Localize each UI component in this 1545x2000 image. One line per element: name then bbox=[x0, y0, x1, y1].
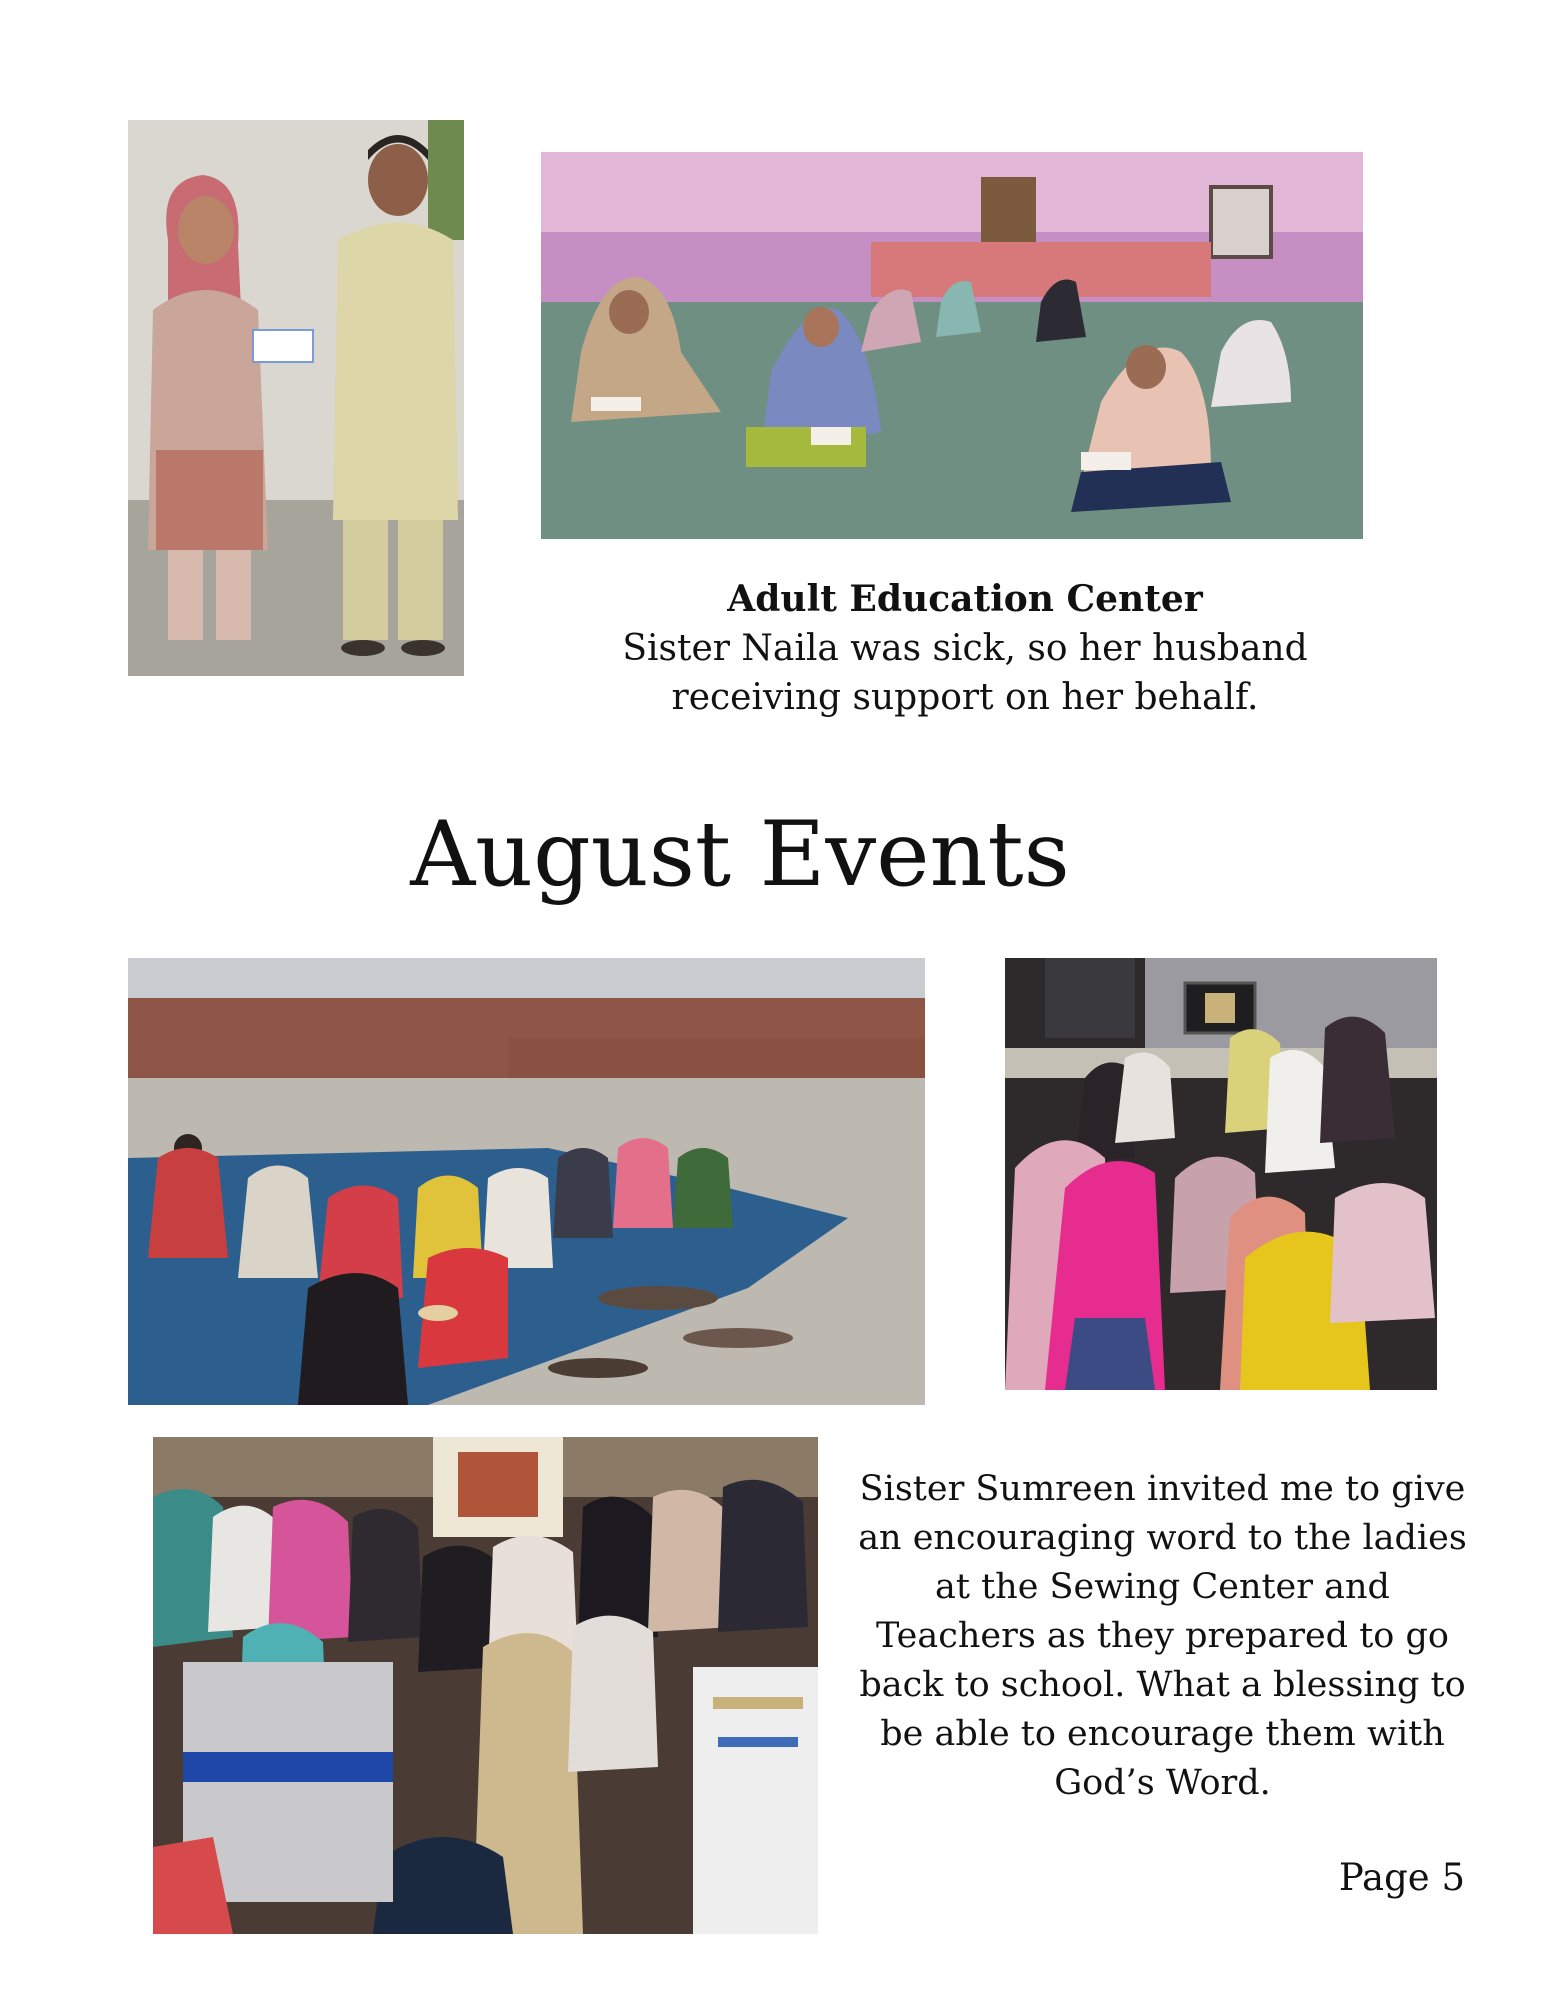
classroom-projector-photo bbox=[153, 1437, 818, 1934]
section-heading: August Events bbox=[410, 802, 1070, 907]
description-line: back to school. What a blessing to bbox=[859, 1665, 1466, 1705]
photo-caption bbox=[580, 575, 1350, 722]
caption-title: Adult Education Center bbox=[727, 578, 1203, 620]
rooftop-gathering-photo bbox=[128, 958, 925, 1405]
event-description bbox=[840, 1465, 1485, 1808]
page-number: Page 5 bbox=[1338, 1856, 1465, 1899]
women-studying-on-floor-photo bbox=[541, 152, 1363, 539]
description-line: at the Sewing Center and bbox=[935, 1567, 1390, 1607]
description-line: Sister Sumreen invited me to give bbox=[859, 1469, 1466, 1509]
caption-line-1: Sister Naila was sick, so her husband bbox=[622, 628, 1308, 669]
description-line: Teachers as they prepared to go bbox=[876, 1616, 1449, 1656]
description-line: God’s Word. bbox=[1054, 1763, 1271, 1803]
couple-holding-envelope-photo bbox=[128, 120, 464, 676]
description-line: an encouraging word to the ladies bbox=[858, 1518, 1467, 1558]
video-call-gathering-photo bbox=[1005, 958, 1437, 1390]
description-line: be able to encourage them with bbox=[880, 1714, 1445, 1754]
caption-line-2: receiving support on her behalf. bbox=[671, 677, 1259, 718]
